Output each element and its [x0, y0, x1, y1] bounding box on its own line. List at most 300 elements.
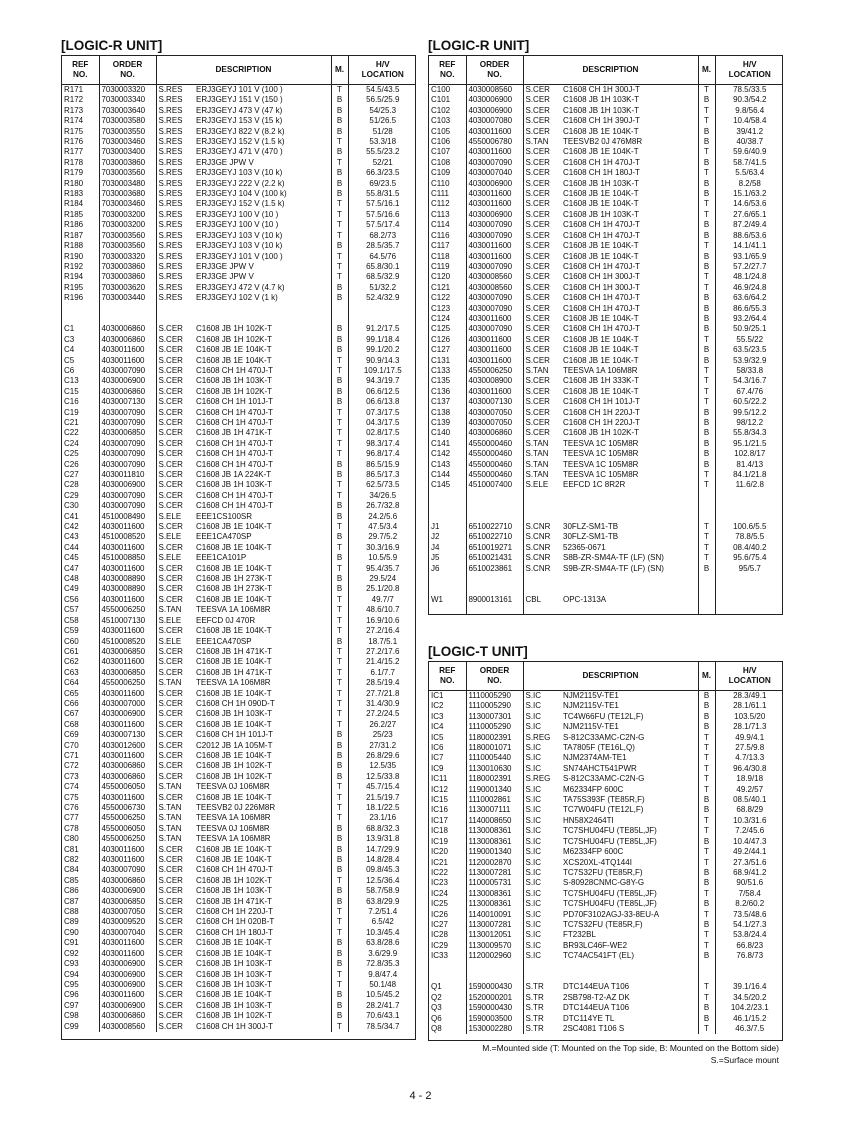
description: C1608 CH 1H 470J-T [194, 449, 331, 459]
hv-location: 29.5/24 [369, 574, 397, 584]
mounted-side [698, 512, 715, 522]
hv-location: 86.5/17.3 [366, 470, 400, 479]
ref-no: R178 [62, 158, 99, 168]
description: FT232BL [561, 930, 698, 940]
part-type: S.CER [158, 584, 183, 594]
part-type: S.CER [158, 542, 183, 552]
ref-no: C75 [62, 793, 99, 803]
description: C1608 CH 1H 470J-T [561, 293, 698, 303]
part-type: S.IC [525, 711, 542, 721]
description: C1608 CH 1H 470J-T [194, 439, 331, 449]
hv-location: 10.4/58.4 [733, 116, 767, 126]
order-no: 4030011600 [99, 689, 156, 699]
part-type: S.CER [158, 594, 183, 604]
ref-no: C125 [429, 324, 466, 334]
mounted-side: B [331, 179, 348, 189]
part-type: S.IC [525, 763, 542, 773]
table-row [62, 210, 416, 220]
description: C1608 CH 1H 470J-T [194, 865, 331, 875]
mounted-side: B [331, 751, 348, 761]
mounted-side: B [331, 324, 348, 334]
ref-no: W1 [429, 595, 466, 605]
hv-location [715, 501, 783, 511]
table-row [62, 1001, 416, 1011]
description: C1608 CH 1H 470J-T [194, 408, 331, 418]
ref-no: C92 [62, 949, 99, 959]
part-type: S.CER [525, 397, 550, 407]
part-type: S.CER [158, 917, 183, 927]
mounted-side [698, 972, 715, 982]
part-type: S.CER [525, 199, 550, 209]
ref-no: Q2 [429, 993, 466, 1003]
table-row [429, 605, 783, 615]
part-type: S.CER [525, 116, 550, 126]
hv-location: 68.8/32.3 [366, 823, 400, 833]
table-row [62, 491, 416, 501]
mounted-side: B [331, 990, 348, 1000]
description: TEESVA 1C 105M8R [561, 449, 698, 459]
mounted-side [698, 595, 715, 605]
description: TC7W04FU (TE12L,F) [561, 805, 698, 815]
table-row [429, 878, 783, 888]
order-no: 4030007050 [466, 408, 523, 418]
ref-no: C85 [62, 876, 99, 886]
table-row [62, 460, 416, 470]
hv-location: 39.1/16.4 [733, 982, 767, 992]
order-no: 4510008520 [99, 637, 156, 647]
description: C1608 JB 1H 273K-T [194, 574, 331, 584]
hv-location: 25.1/20.8 [366, 584, 400, 594]
order-no [466, 574, 523, 584]
table-row [62, 772, 416, 782]
hv-location: 48.6/10.7 [366, 605, 400, 615]
table-row [429, 95, 783, 105]
hv-location: 14.7/29.9 [366, 844, 400, 854]
hv-location: 88.6/53.6 [733, 230, 767, 240]
order-no: 1130008361 [466, 837, 523, 847]
hv-location: 21.5/19.7 [366, 792, 400, 802]
part-type: S.IC [525, 753, 542, 763]
mounted-side: T [698, 241, 715, 251]
part-type: S.TAN [158, 834, 182, 844]
hv-location: 90.9/14.3 [366, 355, 400, 365]
description: ERJ3GEYJ 104 V (100 k) [194, 189, 331, 199]
mounted-side: B [331, 470, 348, 480]
mounted-side: T [698, 480, 715, 490]
mounted-side: B [698, 95, 715, 105]
ref-no: C78 [62, 824, 99, 834]
ref-no: J5 [429, 553, 466, 563]
table-row [429, 847, 783, 857]
order-no: 4030007090 [99, 408, 156, 418]
order-no: 4550006250 [99, 605, 156, 615]
part-type: S.RES [158, 147, 183, 157]
ref-no: C117 [429, 241, 466, 251]
order-no: 4030011600 [99, 543, 156, 553]
part-type: S.CNR [525, 532, 551, 542]
description: ERJ3GEYJ 103 V (10 k) [194, 231, 331, 241]
order-no: 1130007281 [466, 920, 523, 930]
mounted-side: T [331, 480, 348, 490]
ref-no: C56 [62, 595, 99, 605]
table-row [429, 920, 783, 930]
part-type: S.IC [525, 919, 542, 929]
order-no: 1130008361 [466, 826, 523, 836]
ref-no: C97 [62, 1001, 99, 1011]
table-row [429, 785, 783, 795]
description: TEESVA 0J 106M8R [194, 782, 331, 792]
ref-no: C116 [429, 231, 466, 241]
hv-location: 28.2/41.7 [366, 1000, 400, 1010]
hv-location: 12.5/35 [369, 761, 397, 771]
table-row [429, 584, 783, 594]
table-row [62, 689, 416, 699]
description: TEESVB2 0J 476M8R [561, 137, 698, 147]
part-type: S.RES [158, 230, 183, 240]
part-type: S.CER [525, 209, 550, 219]
hv-location: 28.3/49.1 [733, 691, 767, 700]
ref-no: C60 [62, 637, 99, 647]
table-row [62, 793, 416, 803]
ref-no: C73 [62, 772, 99, 782]
ref-no: Q6 [429, 1014, 466, 1024]
part-type: S.TAN [158, 813, 182, 823]
hv-location: 24.2/5.6 [368, 511, 398, 521]
description: C2012 JB 1A 105M-T [194, 741, 331, 751]
description: C1608 JB 1E 104K-T [561, 127, 698, 137]
description: EEE1CA470SP [194, 532, 331, 542]
hv-location: 23.1/16 [369, 813, 397, 823]
part-type: S.TR [525, 982, 544, 992]
description: C1608 JB 1E 104K-T [561, 356, 698, 366]
hv-location [715, 972, 783, 982]
table-row [429, 962, 783, 972]
mounted-side: T [331, 418, 348, 428]
part-type: S.TAN [525, 459, 549, 469]
description: TEESVA 1A 106M8R [194, 605, 331, 615]
description [561, 972, 698, 982]
order-no: 1110005290 [466, 691, 523, 702]
description: TEESVA 1C 105M8R [561, 470, 698, 480]
description: HN58X2464TI [561, 816, 698, 826]
mounted-side: B [698, 158, 715, 168]
part-type: S.IC [525, 826, 542, 836]
description: TEESVA 1C 105M8R [561, 439, 698, 449]
order-no: 4030011600 [466, 335, 523, 345]
table-row [429, 168, 783, 178]
ref-no: C67 [62, 709, 99, 719]
table-row [62, 907, 416, 917]
mounted-side: T [698, 168, 715, 178]
ref-no: C106 [429, 137, 466, 147]
table-row [62, 147, 416, 157]
part-type: S.CER [525, 105, 550, 115]
table-row [62, 116, 416, 126]
mounted-side: T [331, 876, 348, 886]
ref-no: C42 [62, 522, 99, 532]
mounted-side: B [331, 855, 348, 865]
mounted-side: B [698, 356, 715, 366]
description: C1608 JB 1E 104K-T [561, 241, 698, 251]
table-row [62, 949, 416, 959]
table-row [429, 304, 783, 314]
mounted-side: T [331, 917, 348, 927]
description: TEESVB2 0J 226M8R [194, 803, 331, 813]
part-type: S.CER [158, 480, 183, 490]
description: DTC114YE TL [561, 1014, 698, 1024]
ref-no: C24 [62, 439, 99, 449]
mounted-side: B [698, 345, 715, 355]
description: C1608 JB 1E 104K-T [194, 543, 331, 553]
part-type: S.CER [525, 251, 550, 261]
hv-location: 104.2/23.1 [730, 1003, 769, 1013]
mounted-side: B [331, 168, 348, 178]
table-row [62, 85, 416, 96]
order-no: 1130008361 [466, 889, 523, 899]
table-row [62, 439, 416, 449]
description: M62334FP 600C [561, 847, 698, 857]
description: TC7SHU04FU (TE85L,JF) [561, 826, 698, 836]
table-row [429, 127, 783, 137]
part-type: S.CNR [525, 522, 551, 532]
ref-no: IC1 [429, 691, 466, 702]
description: C1608 JB 1H 102K-T [194, 876, 331, 886]
mounted-side: T [331, 928, 348, 938]
order-no: 7030003860 [99, 262, 156, 272]
mounted-side: T [698, 470, 715, 480]
mounted-side: T [698, 543, 715, 553]
description: C1608 CH 1H 470J-T [194, 501, 331, 511]
order-no: 4030007130 [99, 397, 156, 407]
ref-no: IC3 [429, 712, 466, 722]
description: C1608 JB 1E 104K-T [194, 949, 331, 959]
part-type: S.CER [158, 407, 183, 417]
order-no: 4030011600 [466, 199, 523, 209]
description: ERJ3GE JPW V [194, 262, 331, 272]
description: ERJ3GEYJ 100 V (10 ) [194, 210, 331, 220]
order-no: 1100005731 [466, 878, 523, 888]
table-row [429, 972, 783, 982]
ref-no: C113 [429, 210, 466, 220]
mounted-side: T [698, 85, 715, 96]
hv-location: 25/23 [372, 730, 393, 740]
table-row [429, 993, 783, 1003]
hv-location: 3.6/29.9 [368, 948, 398, 958]
mounted-side: T [698, 106, 715, 116]
mounted-side: B [331, 512, 348, 522]
table-row [62, 387, 416, 397]
hv-location: 46.3/7.5 [735, 1023, 765, 1033]
order-no: 4030006900 [466, 179, 523, 189]
order-no: 7030003860 [99, 272, 156, 282]
ref-no: C43 [62, 532, 99, 542]
ref-no: C138 [429, 408, 466, 418]
table-row [429, 774, 783, 784]
order-no: 4030011600 [99, 626, 156, 636]
table-row [62, 262, 416, 272]
part-type: S.CNR [525, 553, 551, 563]
description: C1608 JB 1E 104K-T [194, 564, 331, 574]
part-type: S.RES [158, 209, 183, 219]
hv-location: 28.5/35.7 [366, 241, 400, 251]
mounted-side: B [331, 845, 348, 855]
hv-location: 27.6/65.1 [733, 209, 767, 219]
ref-no: C25 [62, 449, 99, 459]
order-no: 4030011600 [99, 720, 156, 730]
part-type: S.CER [158, 750, 183, 760]
order-no: 4030008560 [466, 85, 523, 96]
part-type: S.CER [158, 355, 183, 365]
hv-location: 53.3/18 [369, 137, 397, 147]
hv-location: 95/5.7 [738, 563, 761, 573]
table-row [62, 553, 416, 563]
part-type: S.CER [158, 719, 183, 729]
ref-no: Q8 [429, 1024, 466, 1034]
mounted-side: B [331, 376, 348, 386]
hv-location: 7.2/45.6 [735, 826, 765, 836]
mounted-side: B [331, 501, 348, 511]
table-row [429, 189, 783, 199]
mounted-side: T [698, 335, 715, 345]
order-no: 4030011600 [99, 564, 156, 574]
table-row [62, 928, 416, 938]
mounted-side: T [331, 605, 348, 615]
part-type: S.IC [525, 867, 542, 877]
ref-no: R188 [62, 241, 99, 251]
ref-no: C28 [62, 480, 99, 490]
ref-no: C139 [429, 418, 466, 428]
description: C1608 JB 1H 471K-T [194, 647, 331, 657]
hv-location: 21.4/15.2 [366, 657, 400, 667]
ref-no: C69 [62, 730, 99, 740]
hv-location: 27.2/24.5 [366, 709, 400, 719]
mounted-side: B [331, 460, 348, 470]
order-no: 4030007080 [466, 116, 523, 126]
ref-no: C91 [62, 938, 99, 948]
ref-no: IC16 [429, 805, 466, 815]
description: TC7SHU04FU (TE85L,JF) [561, 889, 698, 899]
description: C1608 JB 1H 103K-T [561, 210, 698, 220]
table-row [62, 637, 416, 647]
mounted-side: T [698, 116, 715, 126]
table-row [62, 199, 416, 209]
part-type: S.CER [158, 959, 183, 969]
right-t-section-title: [LOGIC-T UNIT] [428, 644, 528, 659]
order-no: 4030007050 [466, 418, 523, 428]
order-no: 4550000460 [466, 460, 523, 470]
part-type: S.ELE [158, 511, 182, 521]
hv-location: 78.5/34.7 [366, 1021, 400, 1031]
surface-mount-note: S.=Surface mount [710, 1055, 779, 1065]
ref-no: IC26 [429, 910, 466, 920]
ref-no: R172 [62, 95, 99, 105]
table-row [62, 1011, 416, 1021]
table-row [62, 189, 416, 199]
mounted-side: T [331, 970, 348, 980]
order-no: 4030007090 [466, 158, 523, 168]
table-row [429, 428, 783, 438]
order-no: 6510019271 [466, 543, 523, 553]
order-no: 4550006250 [99, 834, 156, 844]
table-row [429, 210, 783, 220]
part-type: S.IC [525, 951, 542, 961]
mounted-side: B [698, 1003, 715, 1013]
ref-no: C71 [62, 751, 99, 761]
table-row [62, 397, 416, 407]
hv-location: 60.5/22.2 [733, 397, 767, 407]
order-no: 4550000460 [466, 449, 523, 459]
description: C1608 CH 1H 020B-T [194, 917, 331, 927]
mounted-side: B [331, 553, 348, 563]
description: NJM2115V-TE1 [561, 701, 698, 711]
order-no: 7030003680 [99, 189, 156, 199]
part-type: S.TAN [525, 449, 549, 459]
ref-no: C86 [62, 886, 99, 896]
mounted-side [698, 501, 715, 511]
mounted-side: T [331, 678, 348, 688]
order-no: 4030008560 [466, 283, 523, 293]
order-no: 4030011600 [466, 127, 523, 137]
table-row [62, 356, 416, 366]
part-type: S.RES [158, 272, 183, 282]
table-row [62, 709, 416, 719]
hv-location: 28.1/71.3 [733, 722, 767, 732]
description: C1608 JB 1H 103K-T [194, 1001, 331, 1011]
description: C1608 CH 1H 090D-T [194, 699, 331, 709]
description: C1608 JB 1H 471K-T [194, 668, 331, 678]
part-type: S.CER [525, 189, 550, 199]
order-no: 1180001071 [466, 743, 523, 753]
hv-location: 56.5/25.9 [366, 95, 400, 105]
mounted-side [698, 584, 715, 594]
order-no: 4550006250 [99, 813, 156, 823]
part-type: S.IC [525, 784, 542, 794]
order-no: 4510008520 [99, 532, 156, 542]
description: PD70F3102AGJ-33-8EU-A [561, 910, 698, 920]
part-type: S.IC [525, 701, 542, 711]
part-type: S.ELE [158, 615, 182, 625]
mounted-side: T [331, 231, 348, 241]
table-row [429, 501, 783, 511]
hv-location: 93.2/64.4 [733, 313, 767, 323]
mounted-side: T [698, 910, 715, 920]
order-no: 4550006050 [99, 782, 156, 792]
ref-no: C41 [62, 512, 99, 522]
description: C1608 JB 1E 104K-T [561, 387, 698, 397]
table-row [429, 106, 783, 116]
description: C1608 CH 1H 180J-T [561, 168, 698, 178]
order-no: 7030003200 [99, 220, 156, 230]
ref-no: C61 [62, 647, 99, 657]
description: ERJ3GEYJ 471 V (470 ) [194, 147, 331, 157]
part-type: S.RES [158, 157, 183, 167]
description: C1608 JB 1E 104K-T [561, 199, 698, 209]
ref-no: C142 [429, 449, 466, 459]
mounted-side: T [331, 158, 348, 168]
mounted-side: T [698, 826, 715, 836]
order-no: 4030012600 [99, 741, 156, 751]
mounted-side: T [698, 532, 715, 542]
description: C1608 CH 1H 300J-T [194, 1022, 331, 1032]
part-type: S.IC [525, 857, 542, 867]
mounted-side: T [331, 137, 348, 147]
description: C1608 JB 1E 104K-T [194, 689, 331, 699]
hv-location: 08.5/40.1 [733, 795, 767, 805]
description: C1608 JB 1E 104K-T [194, 990, 331, 1000]
mounted-side: T [698, 553, 715, 563]
part-type: S.CER [525, 230, 550, 240]
part-type: S.REG [525, 774, 551, 784]
